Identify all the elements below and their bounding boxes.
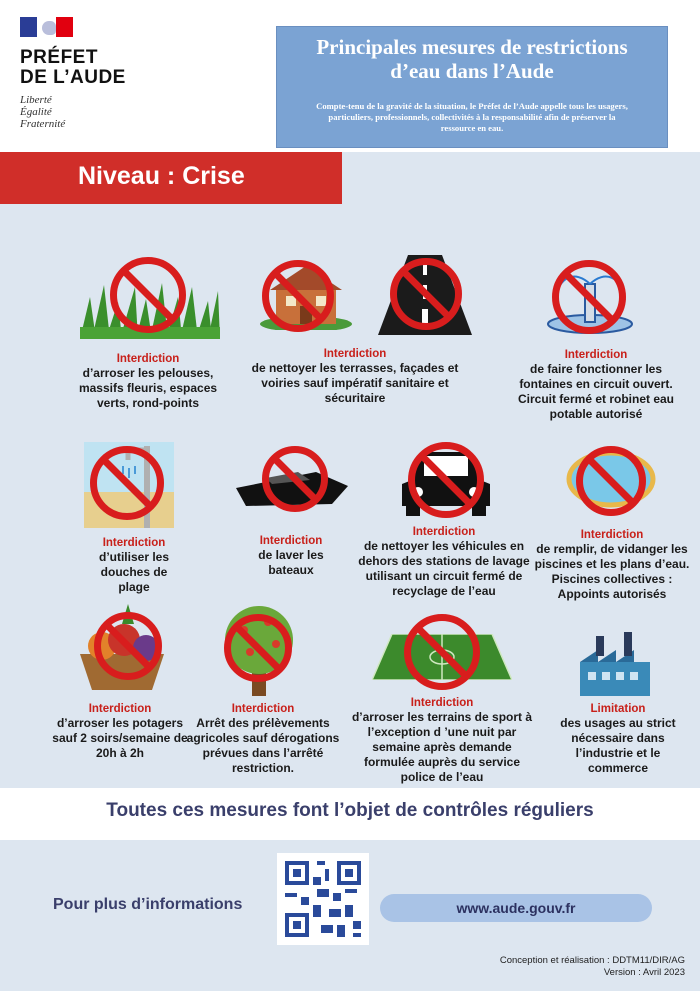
prohibition-icon <box>404 614 480 690</box>
level-label: Niveau : Crise <box>78 162 245 190</box>
motto-egalite: Égalité <box>20 106 52 118</box>
measure-beach-showers: Interdiction d’utiliser les douches de plage <box>98 537 170 594</box>
prefet-title: PRÉFET <box>20 47 98 68</box>
prohibition-icon <box>262 260 334 332</box>
website-link[interactable]: www.aude.gouv.fr <box>380 894 652 922</box>
page-title: Principales mesures de restrictions d’eau dans l’Aude <box>316 35 628 83</box>
motto-liberte: Liberté <box>20 94 52 106</box>
measure-fountains: Interdiction de faire fonctionner les fontaines en circuit ouvert. Circuit fermé et robinet eau potable autorisé <box>517 349 675 421</box>
measure-pools: Interdiction de remplir, de vidanger les piscines et les plans d’eau. Piscines collectives : Appoints autorisés <box>534 529 690 601</box>
prohibition-icon <box>110 257 186 333</box>
measure-industry: Limitation des usages au strict nécessaire dans l’industrie et le commerce <box>560 703 676 775</box>
factory-icon <box>580 632 650 696</box>
controls-banner <box>0 788 700 840</box>
measures-section <box>0 152 700 788</box>
prohibition-icon <box>90 446 164 520</box>
title-box <box>276 26 668 148</box>
measure-lawns: Interdiction d’arroser les pelouses, massifs fleuris, espaces verts, rond-points <box>78 353 218 410</box>
page-subtitle: Compte-tenu de la gravité de la situation, le Préfet de l’Aude appelle tous les usagers, particuliers, professionnels, collectivités à la responsabilité afin de préserver la ressource en eau. <box>316 101 628 133</box>
measure-terraces: Interdiction de nettoyer les terrasses, façades et voiries sauf impératif sanitaire et sécuritaire <box>251 348 459 405</box>
prohibition-icon <box>576 446 646 516</box>
prohibition-icon <box>408 442 484 518</box>
measure-sports-fields: Interdiction d’arroser les terrains de sport à l’exception d ’une nuit par semaine après demande formulée auprès du service police de l’eau <box>351 697 533 784</box>
motto-fraternite: Fraternité <box>20 118 66 130</box>
prohibition-icon <box>224 614 292 682</box>
measure-vehicles: Interdiction de nettoyer les véhicules en dehors des stations de lavage utilisant un circuit fermé de recyclage de l’eau <box>358 526 530 598</box>
prohibition-icon <box>94 612 162 680</box>
info-label: Pour plus d’informations <box>53 896 243 913</box>
qr-code-icon[interactable] <box>277 853 369 945</box>
footer <box>0 840 700 991</box>
measure-vegetable-gardens: Interdiction d’arroser les potagers sauf 2 soirs/semaine de 20h à 2h <box>52 703 188 760</box>
level-banner <box>0 152 342 204</box>
measure-agricultural: Interdiction Arrêt des prélèvements agricoles sauf dérogations prévues dans l’arrêté restriction. <box>186 703 340 775</box>
header <box>0 0 700 152</box>
measure-boats: Interdiction de laver les bateaux <box>258 535 324 577</box>
prefet-subtitle: DE L’AUDE <box>20 67 126 88</box>
controls-text: Toutes ces mesures font l’objet de contrôles réguliers <box>106 800 594 821</box>
prohibition-icon <box>552 260 626 334</box>
prohibition-icon <box>262 446 328 512</box>
marianne-logo <box>20 17 73 37</box>
credit: Conception et réalisation : DDTM11/DIR/AG Version : Avril 2023 <box>499 955 685 978</box>
prohibition-icon <box>390 258 462 330</box>
